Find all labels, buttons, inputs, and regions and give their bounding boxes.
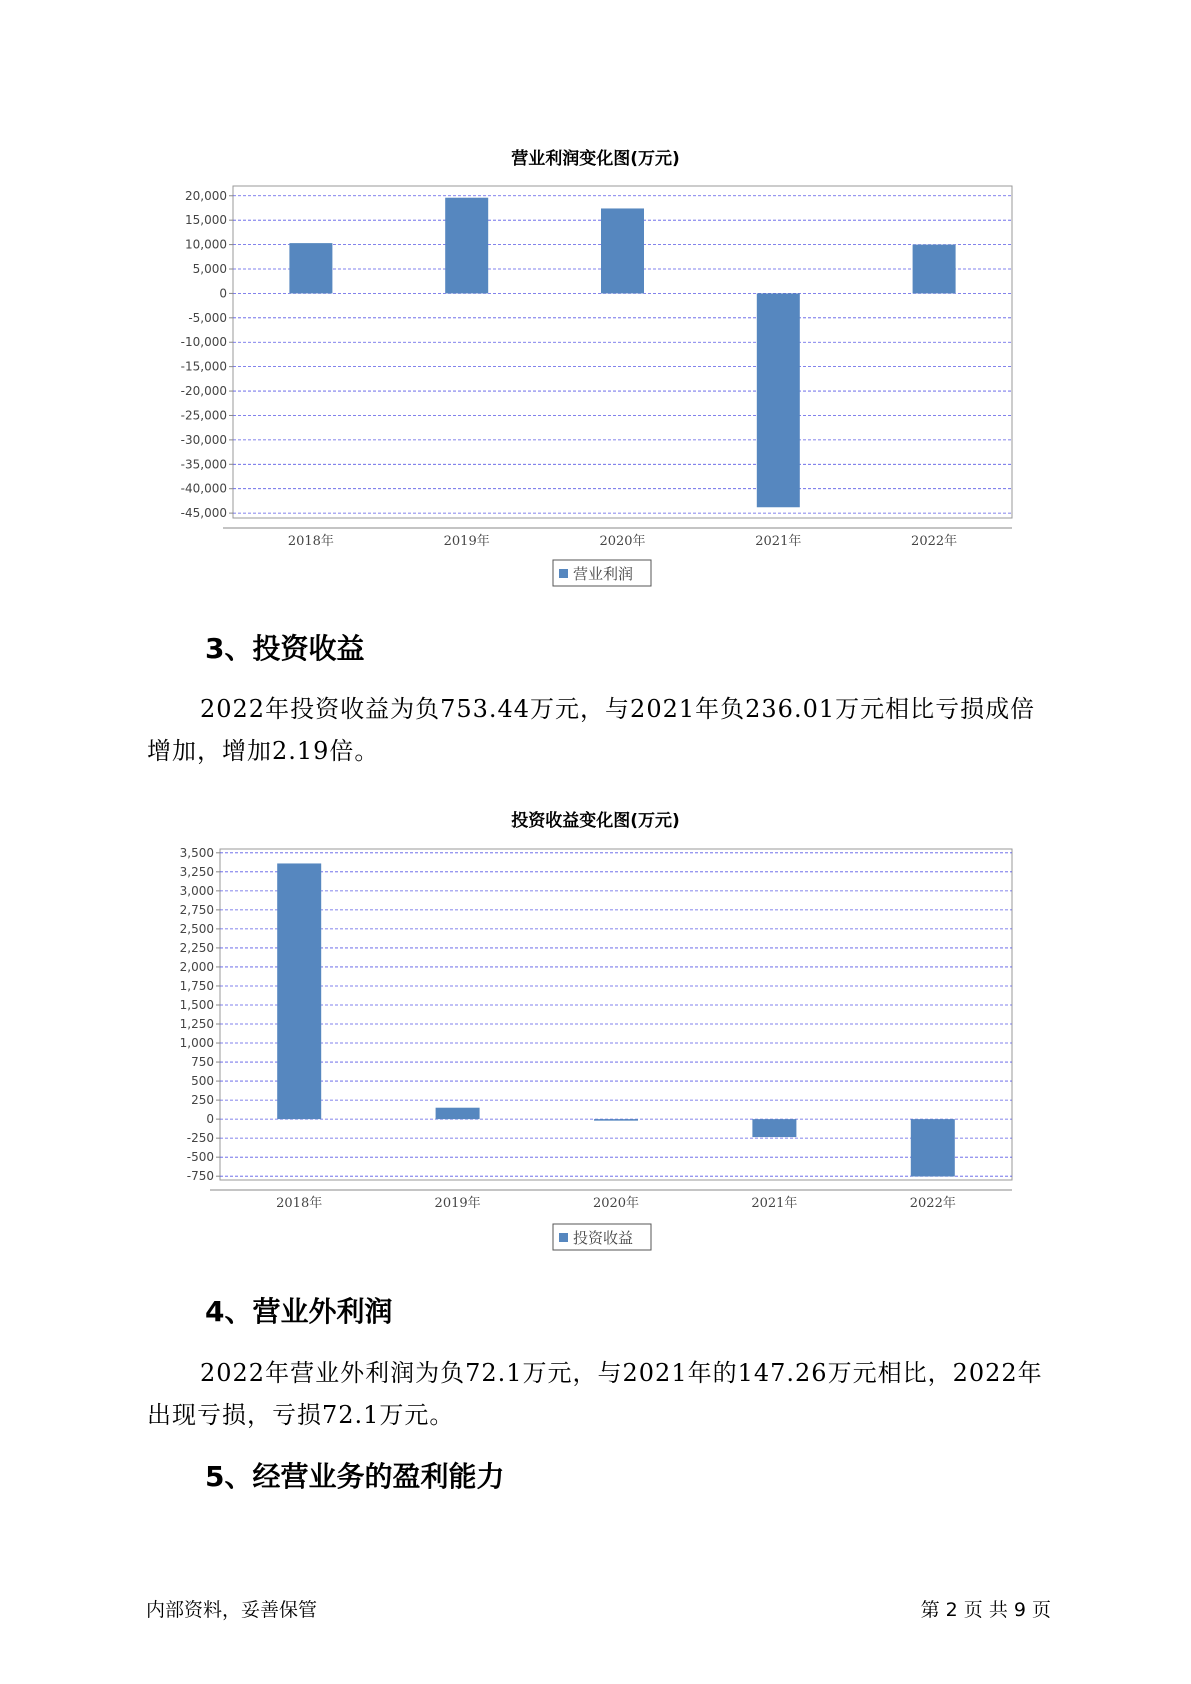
y-tick-label: 750: [191, 1055, 214, 1070]
chart1-title: 营业利润变化图(万元): [511, 149, 680, 169]
y-tick-label: -15,000: [180, 359, 227, 374]
y-tick-label: 3,250: [179, 864, 214, 879]
bar-2021年: [752, 1119, 796, 1137]
y-tick-label: 2,750: [179, 902, 214, 917]
y-tick-label: -10,000: [180, 335, 227, 350]
x-tick-label: 2018年: [276, 1196, 323, 1211]
y-tick-label: -500: [186, 1150, 214, 1165]
y-tick-label: 250: [191, 1093, 214, 1108]
legend-swatch: [559, 1233, 568, 1242]
y-tick-label: 3,500: [179, 845, 214, 860]
x-tick-label: 2021年: [751, 1196, 798, 1211]
y-tick-label: -250: [186, 1131, 214, 1146]
x-tick-label: 2020年: [599, 534, 646, 549]
bar-2020年: [594, 1119, 638, 1121]
y-tick-label: 2,000: [179, 959, 214, 974]
y-tick-label: 1,750: [179, 978, 214, 993]
section5-heading: 5、经营业务的盈利能力: [205, 1460, 505, 1493]
y-tick-label: -35,000: [180, 457, 227, 472]
y-tick-label: -20,000: [180, 384, 227, 399]
footer-confidential-note: 内部资料，妥善保管: [146, 1599, 318, 1621]
legend-label: 投资收益: [573, 1229, 634, 1247]
section3-paragraph: 2022年投资收益为负753.44万元，与2021年负236.01万元相比亏损成倍增加，增加2.19倍。: [147, 695, 1036, 765]
x-tick-label: 2021年: [755, 534, 802, 549]
x-tick-label: 2022年: [909, 1196, 956, 1211]
bar-2022年: [911, 1119, 955, 1176]
x-tick-label: 2018年: [287, 534, 334, 549]
x-tick-label: 2022年: [911, 534, 958, 549]
y-tick-label: -40,000: [180, 481, 227, 496]
y-tick-label: -25,000: [180, 408, 227, 423]
section3-heading: 3、投资收益: [205, 632, 365, 665]
y-tick-label: 2,250: [179, 940, 214, 955]
y-tick-label: 1,250: [179, 1017, 214, 1032]
x-tick-label: 2019年: [443, 534, 490, 549]
y-tick-label: 20,000: [185, 188, 227, 203]
y-tick-label: 2,500: [179, 921, 214, 936]
section4-heading: 4、营业外利润: [205, 1295, 393, 1328]
bar-2018年: [277, 863, 321, 1119]
y-tick-label: -30,000: [180, 432, 227, 447]
footer-page-number: 第 2 页 共 9 页: [920, 1599, 1051, 1621]
y-tick-label: -750: [186, 1169, 214, 1184]
y-tick-label: 10,000: [185, 237, 227, 252]
x-tick-label: 2019年: [434, 1196, 481, 1211]
section4-paragraph: 2022年营业外利润为负72.1万元，与2021年的147.26万元相比，2022年出现亏损，亏损72.1万元。: [147, 1359, 1043, 1429]
y-tick-label: 5,000: [192, 262, 227, 276]
legend-label: 营业利润: [573, 565, 634, 583]
y-tick-label: -5,000: [188, 310, 227, 325]
y-tick-label: 0: [206, 1112, 214, 1127]
plot-area: [220, 849, 1012, 1180]
x-tick-label: 2020年: [592, 1196, 640, 1211]
y-tick-label: 3,000: [179, 883, 214, 898]
y-tick-label: 0: [219, 286, 227, 301]
y-tick-label: 500: [191, 1074, 214, 1089]
y-tick-label: 15,000: [185, 213, 227, 228]
y-tick-label: -45,000: [180, 506, 227, 521]
y-tick-label: 1,500: [179, 997, 214, 1012]
chart2-title: 投资收益变化图(万元): [511, 811, 680, 831]
y-tick-label: 1,000: [179, 1036, 214, 1051]
bar-2019年: [436, 1108, 480, 1119]
